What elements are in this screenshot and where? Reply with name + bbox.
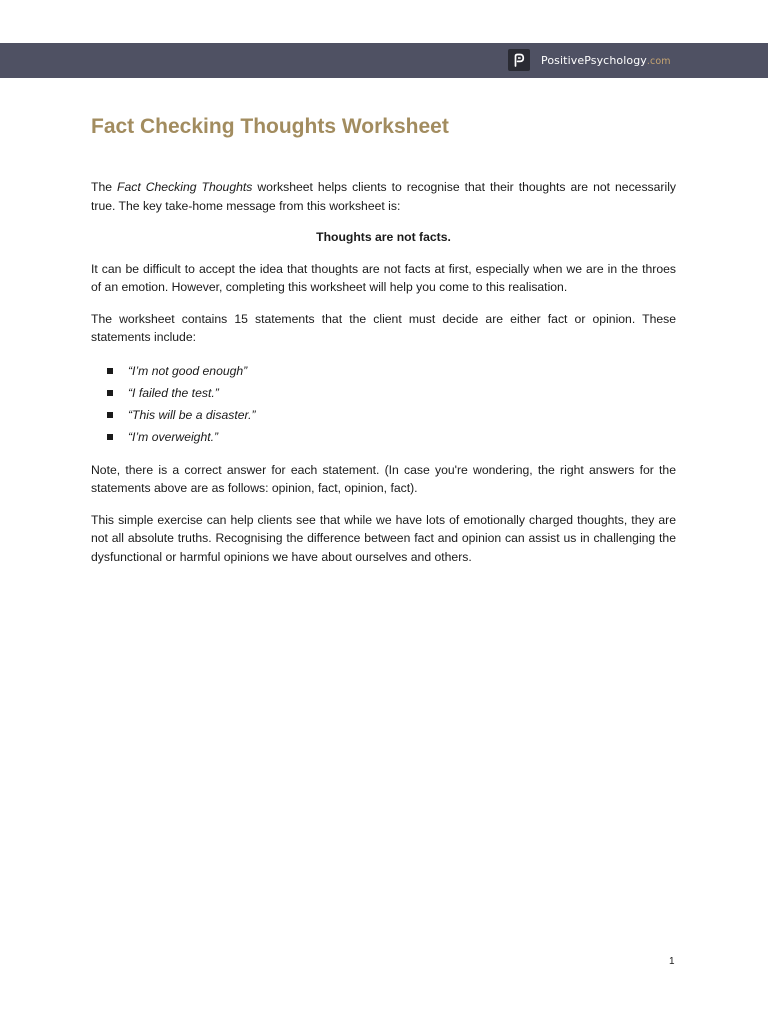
conclusion-paragraph: This simple exercise can help clients see that while we have lots of emotionally charged thoughts, they are not all absolute truths. Recognising the difference between fact and opinion can assist us in challenging the dysfunctional or harmful opinions we have about ourselves and others. [91, 512, 676, 564]
brand-name-text: PositivePsychology [541, 53, 647, 67]
document-body [91, 178, 676, 579]
statements-intro-paragraph: The worksheet contains 15 statements that the client must decide are either fact or opinion. These statements include: [91, 311, 676, 344]
answers-paragraph: Note, there is a correct answer for each statement. (In case you're wondering, the right answers for the statements above are as follows: opinion, fact, opinion, fact). [91, 462, 676, 495]
difficulty-paragraph: It can be difficult to accept the idea that thoughts are not facts at first, especially when we are in the throes of an emotion. However, completing this worksheet will help you come to this realisation. [91, 261, 676, 294]
statement-text: “This will be a disaster.” [128, 407, 256, 422]
square-bullet-icon [107, 434, 113, 440]
header-bar [0, 43, 768, 78]
brand[interactable] [508, 49, 671, 71]
statement-list [91, 360, 676, 448]
brand-tld: .com [646, 55, 671, 67]
p-logo-glyph [511, 52, 527, 68]
page-number: 1 [669, 956, 675, 967]
square-bullet-icon [107, 368, 113, 374]
statement-text: “I failed the test.” [128, 385, 219, 400]
intro-paragraph [91, 178, 676, 215]
list-item [91, 382, 676, 404]
square-bullet-icon [107, 390, 113, 396]
statement-text: “I’m not good enough” [128, 363, 248, 378]
positive-psychology-logo-icon [508, 49, 530, 71]
list-item [91, 360, 676, 382]
page-title: Fact Checking Thoughts Worksheet [91, 115, 449, 138]
key-message: Thoughts are not facts. [316, 230, 451, 244]
square-bullet-icon [107, 412, 113, 418]
worksheet-name: Fact Checking Thoughts [117, 180, 253, 194]
intro-rest: worksheet helps clients to recognise that their thoughts are not necessarily true. The key take-home message from this worksheet is: [91, 180, 676, 213]
list-item [91, 426, 676, 448]
list-item [91, 404, 676, 426]
brand-name [541, 54, 671, 67]
intro-lead: The [91, 180, 118, 194]
statement-text: “I’m overweight.” [128, 429, 219, 444]
